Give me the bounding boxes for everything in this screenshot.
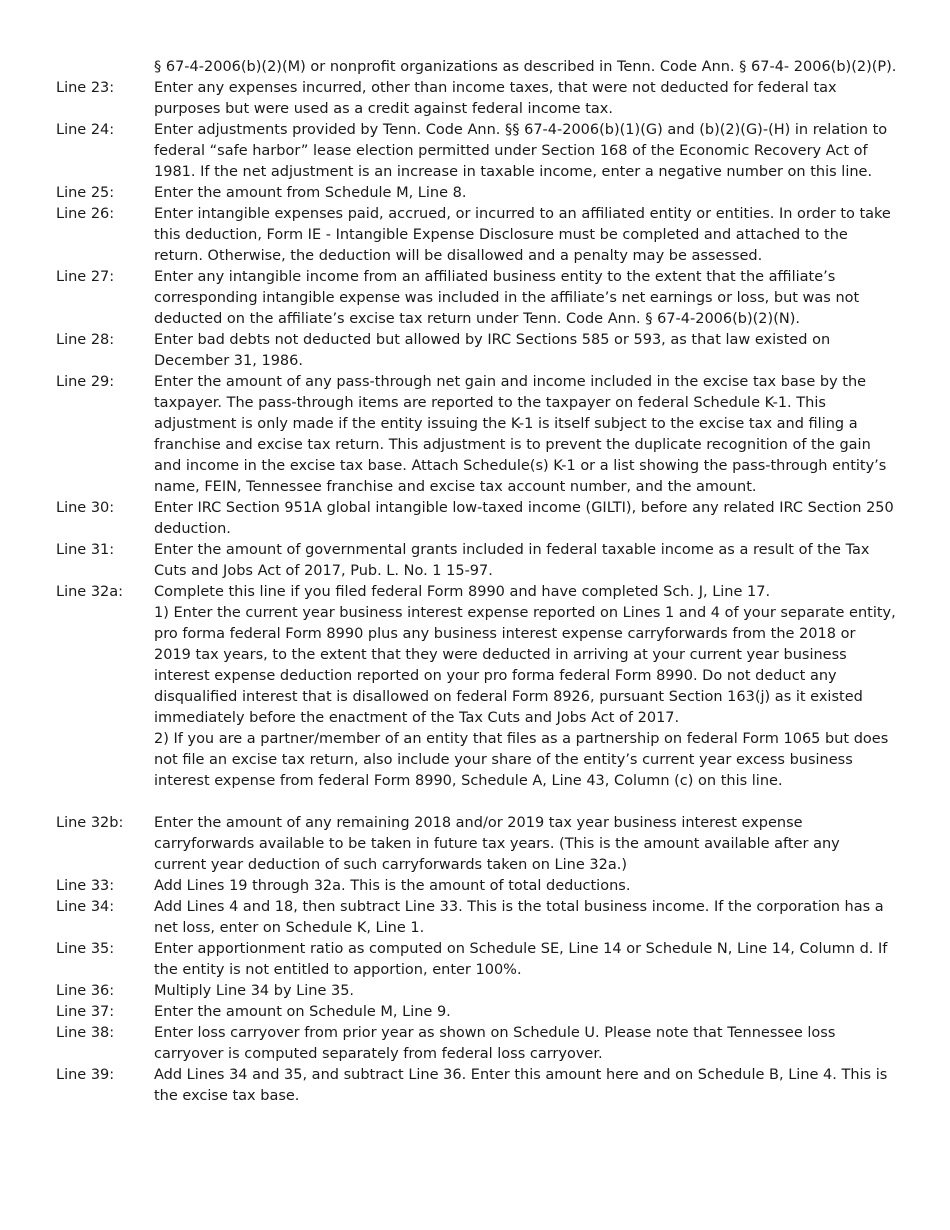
line-label: Line 39:	[56, 1067, 115, 1083]
line-label: Line 37:	[56, 1004, 115, 1020]
entry-line-34	[0, 897, 950, 939]
entry-line-26	[0, 204, 950, 267]
entry-line-24	[0, 120, 950, 183]
line-description: Enter the amount from Schedule M, Line 8.	[154, 185, 467, 201]
entry-line-39	[0, 1065, 950, 1107]
line-label: Line 26:	[56, 206, 115, 222]
line-label: Line 35:	[56, 941, 115, 957]
entry-line-31	[0, 540, 950, 582]
entry-line-38	[0, 1023, 950, 1065]
line-label: Line 38:	[56, 1025, 115, 1041]
entry-line-32a	[0, 582, 950, 792]
line-description: Add Lines 34 and 35, and subtract Line 36. Enter this amount here and on Schedule B, Line 4. This is the excise tax base.	[154, 1067, 888, 1104]
line-description: Enter any expenses incurred, other than income taxes, that were not deducted for federal tax purposes but were used as a credit against federal income tax.	[154, 80, 837, 117]
line-32a-intro: Complete this line if you filed federal Form 8990 and have completed Sch. J, Line 17.	[154, 584, 771, 600]
line-description: Enter the amount of governmental grants included in federal taxable income as a result of the Tax Cuts and Jobs Act of 2017, Pub. L. No. 1 15-97.	[154, 542, 870, 579]
entry-line-32b	[0, 813, 950, 876]
line-label: Line 23:	[56, 80, 115, 96]
entry-line-23	[0, 78, 950, 120]
entry-line-37	[0, 1002, 950, 1023]
line-label: Line 25:	[56, 185, 115, 201]
line-description: Multiply Line 34 by Line 35.	[154, 983, 355, 999]
line-description: Enter apportionment ratio as computed on Schedule SE, Line 14 or Schedule N, Line 14, Column d. If the entity is not entitled to apportion, enter 100%.	[154, 941, 888, 978]
line-label: Line 36:	[56, 983, 115, 999]
line-32a-item-2: 2) If you are a partner/member of an entity that files as a partnership on federal Form 1065 but does not file an excise tax return, also include your share of the entity’s current year excess business interest expense from federal Form 8990, Schedule A, Line 43, Column (c) on this line.	[154, 731, 889, 789]
line-label: Line 33:	[56, 878, 115, 894]
line-description: Enter IRC Section 951A global intangible low-taxed income (GILTI), before any related IRC Section 250 deduction.	[154, 500, 894, 537]
line-label: Line 32b:	[56, 815, 124, 831]
line-label: Line 34:	[56, 899, 115, 915]
line-label: Line 28:	[56, 332, 115, 348]
intro-continuation-line: § 67-4-2006(b)(2)(M) or nonprofit organizations as described in Tenn. Code Ann. § 67-4- 2006(b)(2)(P).	[154, 59, 897, 75]
entry-line-35	[0, 939, 950, 981]
entry-line-36	[0, 981, 950, 1002]
entry-line-25	[0, 183, 950, 204]
entry-line-29	[0, 372, 950, 498]
line-description: Enter the amount of any remaining 2018 and/or 2019 tax year business interest expense carryforwards available to be taken in future tax years. (This is the amount available after any current year deduction of such carryforwards taken on Line 32a.)	[154, 815, 840, 873]
line-description: Enter any intangible income from an affiliated business entity to the extent that the affiliate’s corresponding intangible expense was included in the affiliate’s net earnings or loss, but was not deducted on the affiliate’s excise tax return under Tenn. Code Ann. § 67-4-2006(b)(2)(N).	[154, 269, 860, 327]
line-description: Enter the amount of any pass-through net gain and income included in the excise tax base by the taxpayer. The pass-through items are reported to the taxpayer on federal Schedule K-1. This adjustment is only made if the entity issuing the K-1 is itself subject to the excise tax and filing a franchise and excise tax return. This adjustment is to prevent the duplicate recognition of the gain and income in the excise tax base. Attach Schedule(s) K-1 or a list showing the pass-through entity’s name, FEIN, Tennessee franchise and excise tax account number, and the amount.	[154, 374, 887, 495]
line-description: Enter the amount on Schedule M, Line 9.	[154, 1004, 451, 1020]
line-description: Add Lines 19 through 32a. This is the amount of total deductions.	[154, 878, 631, 894]
entry-line-28	[0, 330, 950, 372]
line-label: Line 27:	[56, 269, 115, 285]
entry-line-33	[0, 876, 950, 897]
line-description: Enter loss carryover from prior year as shown on Schedule U. Please note that Tennessee loss carryover is computed separately from federal loss carryover.	[154, 1025, 836, 1062]
line-description: Enter intangible expenses paid, accrued, or incurred to an affiliated entity or entities. In order to take this deduction, Form IE - Intangible Expense Disclosure must be completed and attached to the return. Otherwise, the deduction will be disallowed and a penalty may be assessed.	[154, 206, 891, 264]
line-description: Add Lines 4 and 18, then subtract Line 33. This is the total business income. If the corporation has a net loss, enter on Schedule K, Line 1.	[154, 899, 884, 936]
entry-line-27	[0, 267, 950, 330]
line-description: Enter adjustments provided by Tenn. Code Ann. §§ 67-4-2006(b)(1)(G) and (b)(2)(G)-(H) in relation to federal “safe harbor” lease election permitted under Section 168 of the Economic Recovery Act of 1981. If the net adjustment is an increase in taxable income, enter a negative number on this line.	[154, 122, 888, 180]
entry-line-30	[0, 498, 950, 540]
blank-spacer	[0, 792, 950, 813]
line-description: Enter bad debts not deducted but allowed by IRC Sections 585 or 593, as that law existed on December 31, 1986.	[154, 332, 831, 369]
line-32a-item-1: 1) Enter the current year business interest expense reported on Lines 1 and 4 of your separate entity, pro forma federal Form 8990 plus any business interest expense carryforwards from the 2018 or 2019 tax years, to the extent that they were deducted in arriving at your current year business interest expense deduction reported on your pro forma federal Form 8990. Do not deduct any disqualified interest that is disallowed on federal Form 8926, pursuant Section 163(j) as it existed immediately before the enactment of the Tax Cuts and Jobs Act of 2017.	[154, 605, 896, 726]
line-description	[154, 582, 896, 792]
line-label: Line 29:	[56, 374, 115, 390]
line-label: Line 24:	[56, 122, 115, 138]
line-label: Line 31:	[56, 542, 115, 558]
instructions-page	[0, 57, 950, 1107]
line-label: Line 30:	[56, 500, 115, 516]
line-label: Line 32a:	[56, 584, 124, 600]
